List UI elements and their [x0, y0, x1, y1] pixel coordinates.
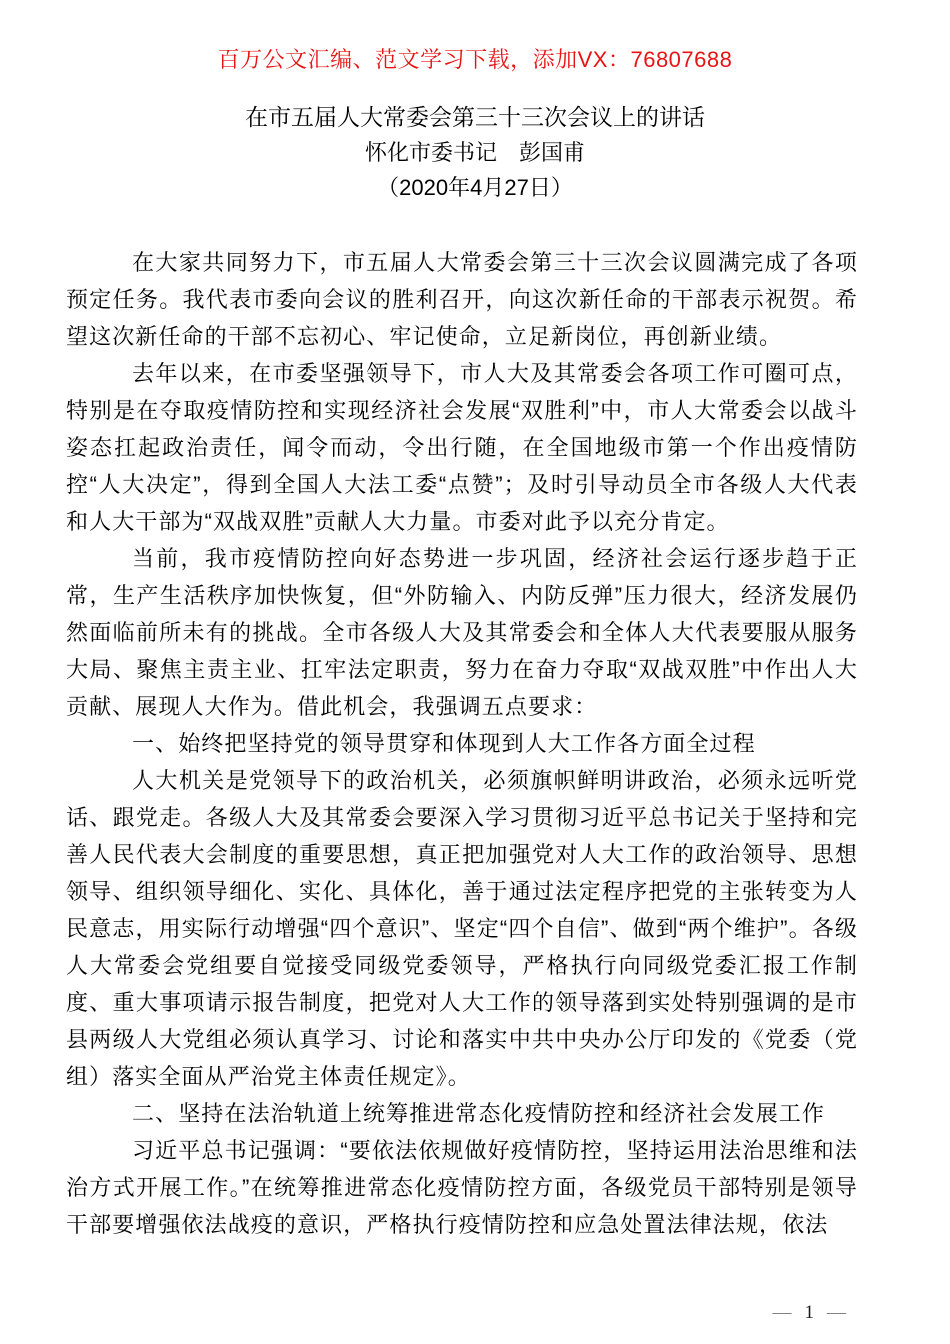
- section-heading: 二、坚持在法治轨道上统筹推进常态化疫情防控和经济社会发展工作: [132, 1101, 826, 1126]
- paragraph: 去年以来，在市委坚强领导下，市人大及其常委会各项工作可圈可点，特别是在夺取疫情防控和实现经济社会发展“双胜利”中，市人大常委会以战斗姿态扛起政治责任，闻令而动，令出行随，在全国地级市第一个作出疫情防控“人大决定”，得到全国人大法工委“点赞”；及时引导动员全市各级人大代表和人大干部为“双战双胜”贡献人大力量。市委对此予以充分肯定。: [66, 361, 858, 534]
- document-date: （2020年4月27日）: [377, 175, 573, 200]
- page-number-value: 1: [804, 1302, 814, 1323]
- page-number-left-dash: —: [772, 1302, 792, 1323]
- document-body: [66, 244, 858, 1243]
- paragraph: 人大机关是党领导下的政治机关，必须旗帜鲜明讲政治，必须永远听党话、跟党走。各级人大及其常委会要深入学习贯彻习近平总书记关于坚持和完善人民代表大会制度的重要思想，真正把加强党对人大工作的政治领导、思想领导、组织领导细化、实化、具体化，善于通过法定程序把党的主张转变为人民意志，用实际行动增强“四个意识”、坚定“四个自信”、做到“两个维护”。各级人大常委会党组要自觉接受同级党委领导，严格执行向同级党委汇报工作制度、重大事项请示报告制度，把党对人大工作的领导落到实处特别强调的是市县两级人大党组必须认真学习、讨论和落实中共中央办公厅印发的《党委（党组）落实全面从严治党主体责任规定》。: [66, 768, 858, 1089]
- page-number: [773, 1302, 847, 1324]
- document-title: 在市五届人大常委会第三十三次会议上的讲话: [245, 104, 705, 130]
- page-number-right-dash: —: [827, 1302, 846, 1323]
- paragraph: 当前，我市疫情防控向好态势进一步巩固，经济社会运行逐步趋于正常，生产生活秩序加快恢复，但“外防输入、内防反弹”压力很大，经济发展仍然面临前所未有的挑战。全市各级人大及其常委会和全体人大代表要服从服务大局、聚焦主责主业、扛牢法定职责，努力在奋力夺取“双战双胜”中作出人大贡献、展现人大作为。借此机会，我强调五点要求：: [66, 546, 858, 719]
- paragraph: 习近平总书记强调：“要依法依规做好疫情防控，坚持运用法治思维和法治方式开展工作。”在统筹推进常态化疫情防控方面，各级党员干部特别是领导干部要增强依法战疫的意识，严格执行疫情防控和应急处置法律法规，依法: [66, 1138, 858, 1237]
- promo-notice: 百万公文汇编、范文学习下载，添加VX：76807688: [217, 47, 733, 72]
- document-byline: 怀化市委书记 彭国甫: [364, 140, 585, 165]
- paragraph: 在大家共同努力下，市五届人大常委会第三十三次会议圆满完成了各项预定任务。我代表市委向会议的胜利召开，向这次新任命的干部表示祝贺。希望这次新任命的干部不忘初心、牢记使命，立足新岗位，再创新业绩。: [66, 250, 858, 349]
- title-block: [0, 100, 950, 205]
- section-heading: 一、始终把坚持党的领导贯穿和体现到人大工作各方面全过程: [132, 731, 756, 756]
